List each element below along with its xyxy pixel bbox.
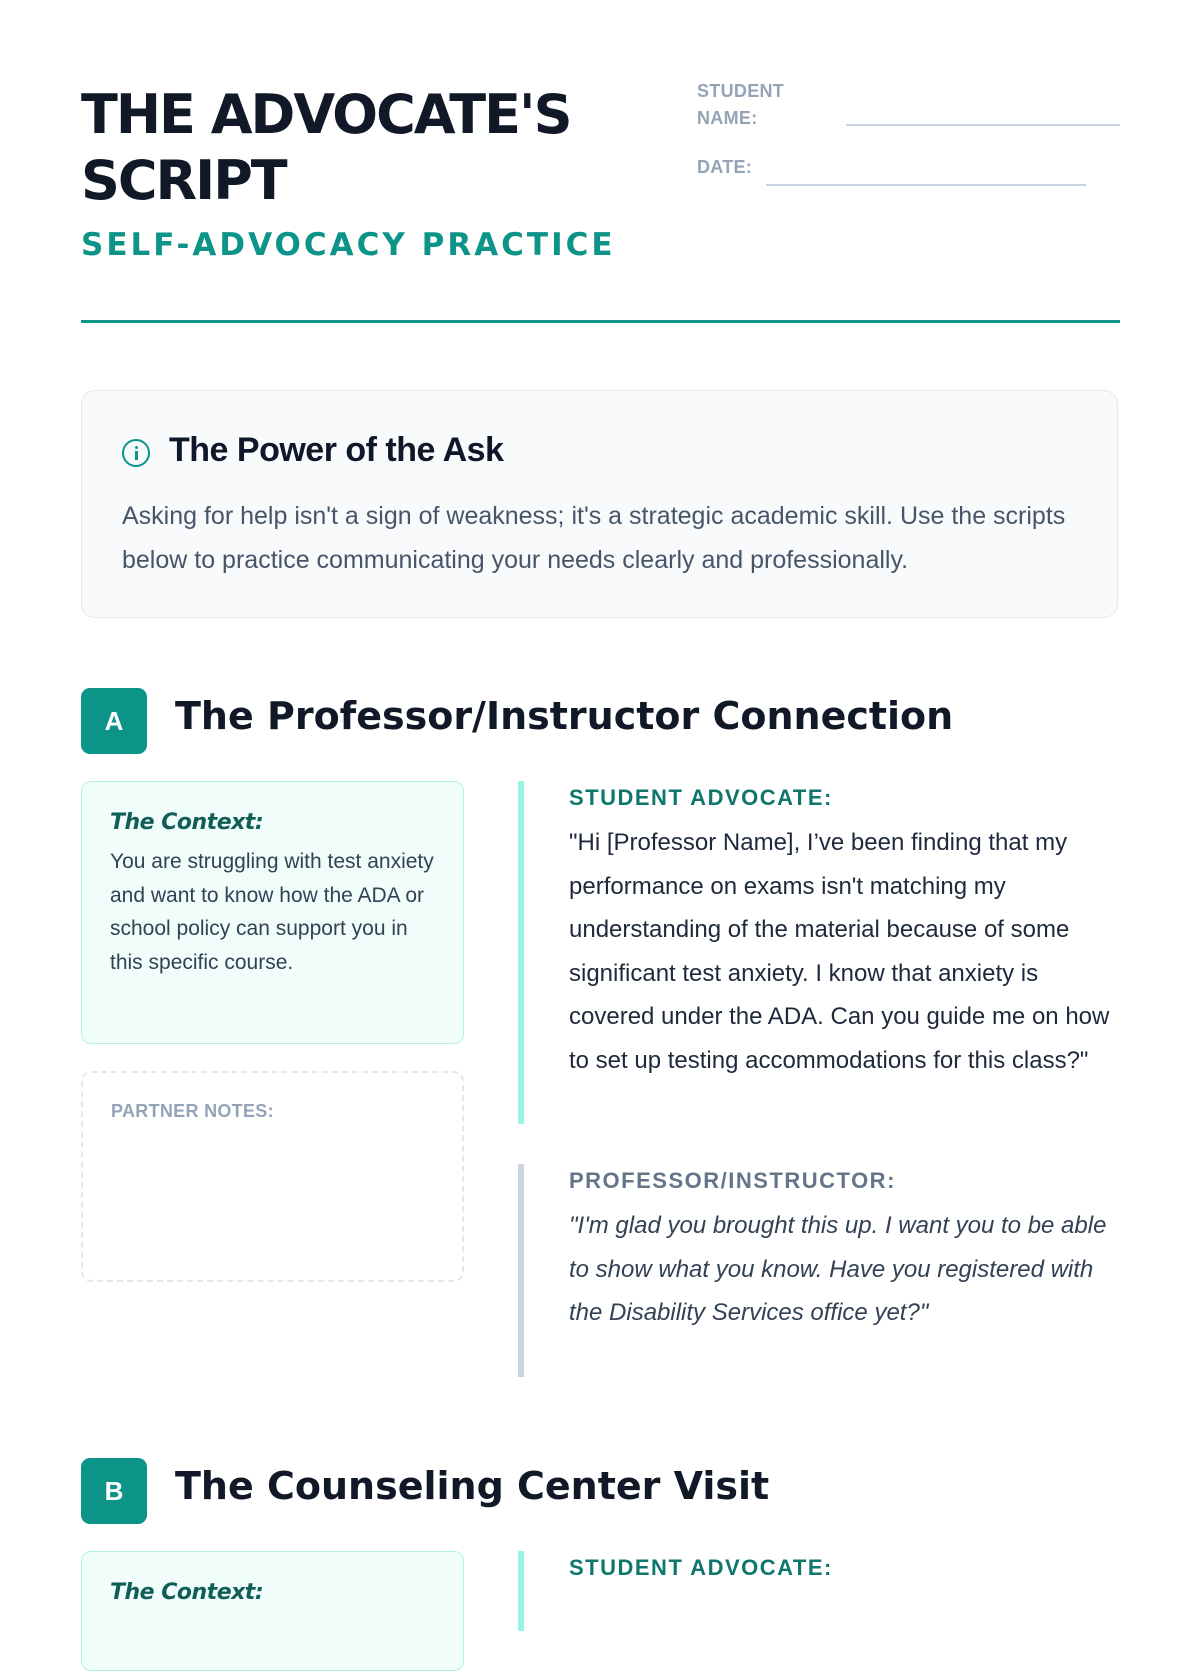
section-badge: A bbox=[81, 688, 147, 754]
context-card bbox=[81, 781, 464, 1044]
intro-body: Asking for help isn't a sign of weakness; it's a strategic academic skill. Use the scripts below to practice communicating your needs clearly and professionally. bbox=[122, 502, 1066, 574]
page-title: THE ADVOCATE'S SCRIPT bbox=[81, 83, 571, 212]
intro-callout bbox=[81, 390, 1118, 618]
professor-speaker-label: PROFESSOR/INSTRUCTOR: bbox=[569, 1168, 896, 1193]
student-name-field[interactable] bbox=[846, 124, 1120, 126]
student-speech: "Hi [Professor Name], I’ve been finding that my performance on exams isn't matching my understanding of the material because of some significant test anxiety. I know that anxiety is covered under the ADA. Can you guide me on how to set up testing accommodations for this class?" bbox=[569, 829, 1110, 1074]
intro-title: The Power of the Ask bbox=[169, 431, 504, 469]
page-subtitle: SELF-ADVOCACY PRACTICE bbox=[81, 227, 616, 263]
section-title: The Counseling Center Visit bbox=[175, 1464, 770, 1508]
student-speaker-label: STUDENT ADVOCATE: bbox=[569, 1555, 833, 1580]
student-dialog bbox=[518, 781, 1120, 1124]
professor-speech: "I'm glad you brought this up. I want you to be able to show what you know. Have you registered with the Disability Services office yet?" bbox=[569, 1212, 1107, 1326]
header-divider bbox=[81, 320, 1120, 323]
context-card bbox=[81, 1551, 464, 1671]
context-label: The Context: bbox=[110, 810, 264, 835]
section-title: The Professor/Instructor Connection bbox=[175, 694, 954, 738]
context-label: The Context: bbox=[110, 1580, 264, 1605]
student-name-label: STUDENT NAME: bbox=[697, 81, 785, 128]
partner-notes-box[interactable] bbox=[81, 1071, 464, 1282]
worksheet-header bbox=[81, 0, 1120, 325]
date-field[interactable] bbox=[766, 184, 1086, 186]
partner-notes-label: PARTNER NOTES: bbox=[111, 1101, 274, 1121]
student-dialog bbox=[518, 1551, 1120, 1631]
info-icon bbox=[122, 439, 150, 467]
date-label: DATE: bbox=[697, 157, 753, 177]
professor-dialog bbox=[518, 1164, 1120, 1377]
context-text: You are struggling with test anxiety and want to know how the ADA or school policy can support you in this specific course. bbox=[110, 850, 434, 974]
worksheet-page bbox=[81, 0, 1120, 1605]
section-badge: B bbox=[81, 1458, 147, 1524]
student-speaker-label: STUDENT ADVOCATE: bbox=[569, 785, 833, 810]
